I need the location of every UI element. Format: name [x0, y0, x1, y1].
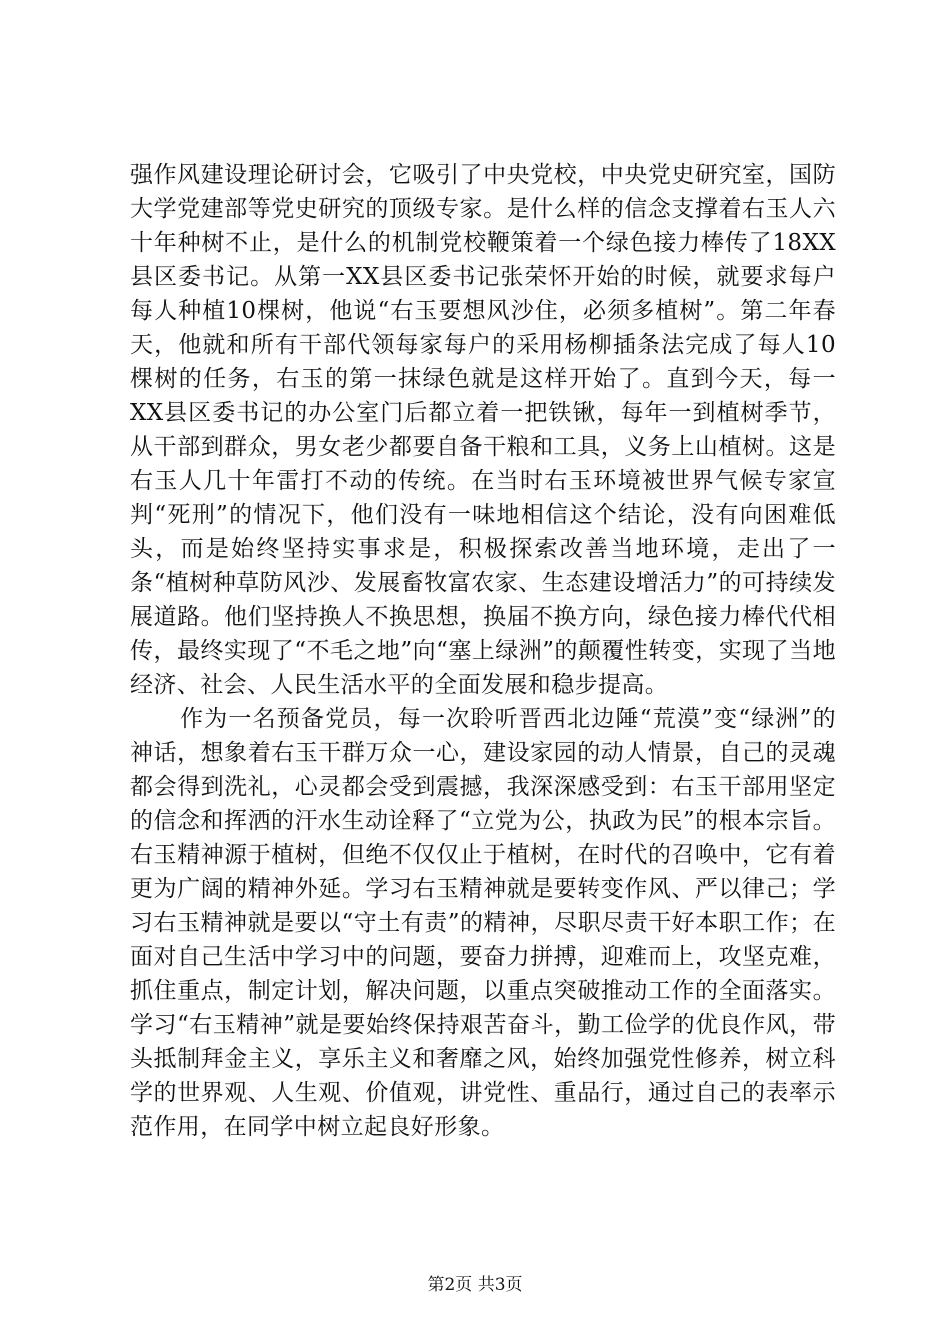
paragraph-1: 强作风建设理论研讨会，它吸引了中央党校，中央党史研究室，国防大学党建部等党史研究的顶级专家。是什么样的信念支撑着右玉人六十年种树不止，是什么的机制党校鞭策着一个绿色接力棒传了18XX县区委书记。从第一XX县区委书记张荣怀开始的时候，就要求每户每人种植10棵树，他说“右玉要想风沙住，必须多植树”。第二年春天，他就和所有干部代领每家每户的采用杨柳插条法完成了每人10棵树的任务，右玉的第一抹绿色就是这样开始了。直到今天，每一XX县区委书记的办公室门后都立着一把铁锹，每年一到植树季节，从干部到群众，男女老少都要自备干粮和工具，义务上山植树。这是右玉人几十年雷打不动的传统。在当时右玉环境被世界气候专家宣判“死刑”的情况下，他们没有一味地相信这个结论，没有向困难低头，而是始终坚持实事求是，积极探索改善当地环境，走出了一条“植树种草防风沙、发展畜牧富农家、生态建设增活力”的可持续发展道路。他们坚持换人不换思想，换届不换方向，绿色接力棒代代相传，最终实现了“不毛之地”向“塞上绿洲”的颠覆性转变，实现了当地经济、社会、人民生活水平的全面发展和稳步提高。: [130, 162, 836, 698]
body-text: [130, 158, 836, 1144]
paragraph-2: 作为一名预备党员，每一次聆听晋西北边陲“荒漠”变“绿洲”的神话，想象着右玉干群万众一心，建设家园的动人情景，自己的灵魂都会得到洗礼，心灵都会受到震撼，我深深感受到：右玉干部用坚定的信念和挥洒的汗水生动诠释了“立党为公，执政为民”的根本宗旨。右玉精神源于植树，但绝不仅仅止于植树，在时代的召唤中，它有着更为广阔的精神外延。学习右玉精神就是要转变作风、严以律己；学习右玉精神就是要以“守土有责”的精神，尽职尽责干好本职工作；在面对自己生活中学习中的问题，要奋力拼搏，迎难而上，攻坚克难，抓住重点，制定计划，解决问题，以重点突破推动工作的全面落实。学习“右玉精神”就是要始终保持艰苦奋斗，勤工俭学的优良作风，带头抵制拜金主义，享乐主义和奢靡之风，始终加强党性修养，树立科学的世界观、人生观、价值观，讲党性、重品行，通过自己的表率示范作用，在同学中树立起良好形象。: [130, 706, 836, 1140]
page-number-footer: 第2页 共3页: [427, 1275, 523, 1295]
